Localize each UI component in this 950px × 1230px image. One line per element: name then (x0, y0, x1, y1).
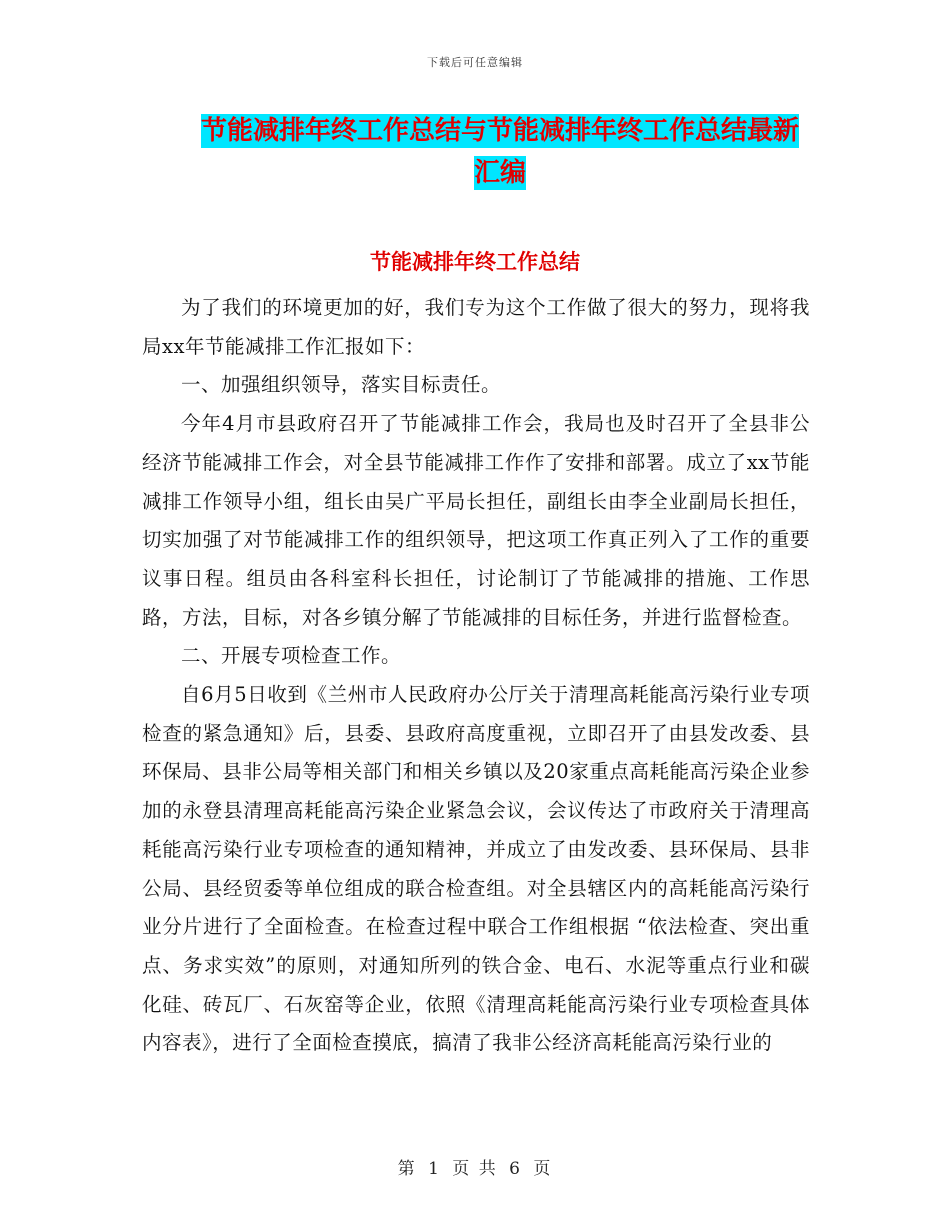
footer-suffix: 页 (533, 1159, 553, 1179)
document-title (180, 110, 820, 194)
paragraph-intro: 为了我们的环境更加的好，我们专为这个工作做了很大的努力，现将我局xx年节能减排工作汇报如下： (142, 296, 810, 358)
footer-middle: 页 共 (452, 1159, 498, 1179)
footer-page-number: 1 (428, 1159, 441, 1179)
header-note: 下载后可任意编辑 (427, 56, 523, 69)
section-title: 节能减排年终工作总结 (370, 250, 580, 274)
footer-prefix: 第 (397, 1159, 417, 1179)
paragraph-heading-1: 一、加强组织领导，落实目标责任。 (181, 373, 502, 397)
document-title-line-2: 汇编 (473, 158, 526, 188)
paragraph-organization: 今年4月市县政府召开了节能减排工作会，我局也及时召开了全县非公经济节能减排工作会，对全县节能减排工作作了安排和部署。成立了xx节能减排工作领导小组，组长由吴广平局长担任，副组长由李全业副局长担任，切实加强了对节能减排工作的组织领导，把这项工作真正列入了工作的重要议事日程。组员由各科室科长担任，讨论制订了节能减排的措施、工作思路，方法，目标，对各乡镇分解了节能减排的目标任务，并进行监督检查。 (142, 412, 810, 629)
document-body (142, 289, 810, 1063)
paragraph-heading-2: 二、开展专项检查工作。 (181, 644, 402, 668)
page-footer (0, 1154, 950, 1179)
paragraph-inspection: 自6月5日收到《兰州市人民政府办公厅关于清理高耗能高污染行业专项检查的紧急通知》后，县委、县政府高度重视，立即召开了由县发改委、县环保局、县非公局等相关部门和相关乡镇以及20家重点高耗能高污染企业参加的永登县清理高耗能高污染企业紧急会议，会议传达了市政府关于清理高耗能高污染行业专项检查的通知精神，并成立了由发改委、县环保局、县非公局、县经贸委等单位组成的联合检查组。对全县辖区内的高耗能高污染行业分片进行了全面检查。在检查过程中联合工作组根据 “依法检查、突出重点、务求实效”的原则，对通知所列的铁合金、电石、水泥等重点行业和碳化硅、砖瓦厂、石灰窑等企业，依照《清理高耗能高污染行业专项检查具体内容表》，进行了全面检查摸底，搞清了我非公经济高耗能高污染行业的 (142, 683, 810, 1055)
footer-total-pages: 6 (509, 1159, 522, 1179)
document-title-line-1: 节能减排年终工作总结与节能减排年终工作总结最新 (200, 116, 799, 146)
